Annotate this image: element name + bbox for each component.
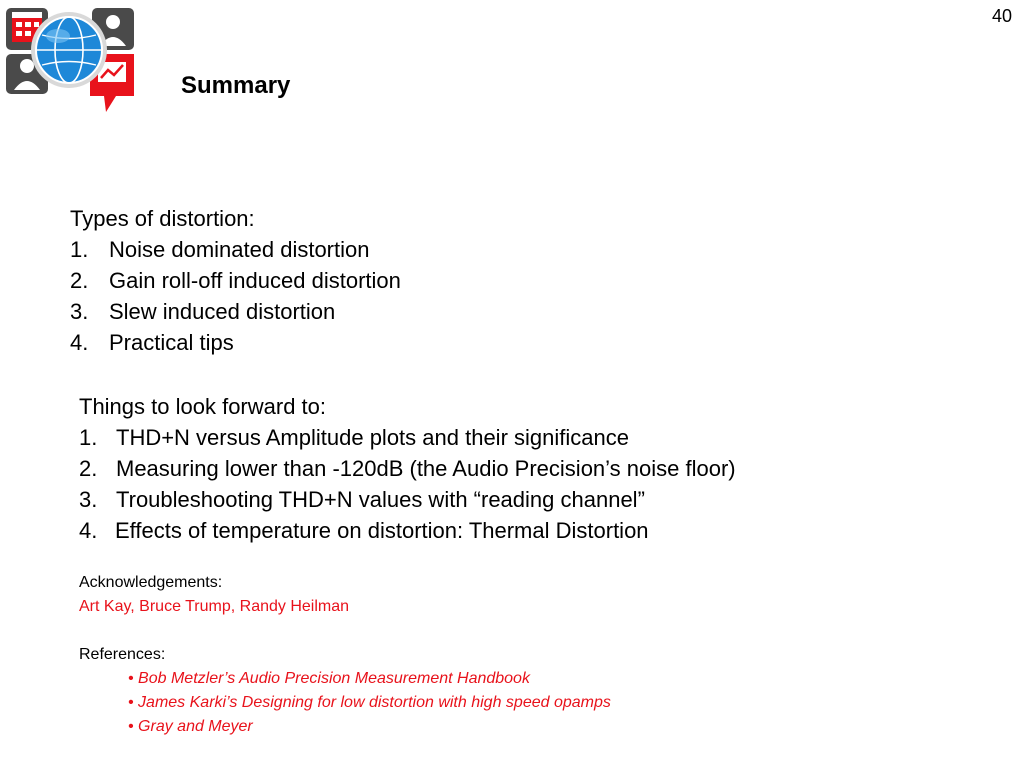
training-logo-icon [4, 4, 136, 116]
reference-item: • Bob Metzler’s Audio Precision Measurement Handbook [128, 670, 530, 687]
things-to-look-forward-section [79, 391, 736, 546]
types-list [70, 234, 401, 358]
forward-list [79, 422, 736, 546]
list-item: 3. Slew induced distortion [70, 299, 336, 324]
slide-title: Summary [181, 72, 291, 99]
list-item: 2. Gain roll-off induced distortion [70, 268, 401, 293]
page-number: 40 [991, 6, 1012, 26]
list-item: 3. Troubleshooting THD+N values with “reading channel” [79, 487, 645, 512]
forward-heading: Things to look forward to: [79, 394, 327, 419]
acknowledgements-heading: Acknowledgements: [79, 574, 223, 591]
acknowledgements-names: Art Kay, Bruce Trump, Randy Heilman [79, 598, 350, 615]
references-section [79, 643, 611, 739]
reference-item: • Gray and Meyer [128, 718, 253, 735]
list-item: 4. Practical tips [70, 330, 234, 355]
types-heading: Types of distortion: [70, 206, 255, 231]
list-item: 4. Effects of temperature on distortion: Thermal Distortion [79, 518, 649, 543]
list-item: 1. Noise dominated distortion [70, 237, 370, 262]
list-item: 2. Measuring lower than -120dB (the Audio Precision’s noise floor) [79, 456, 736, 481]
list-item: 1. THD+N versus Amplitude plots and their significance [79, 425, 629, 450]
reference-item: • James Karki’s Designing for low distortion with high speed opamps [128, 694, 611, 711]
types-of-distortion-section [70, 203, 401, 358]
acknowledgements-section [79, 571, 349, 619]
references-heading: References: [79, 646, 166, 663]
